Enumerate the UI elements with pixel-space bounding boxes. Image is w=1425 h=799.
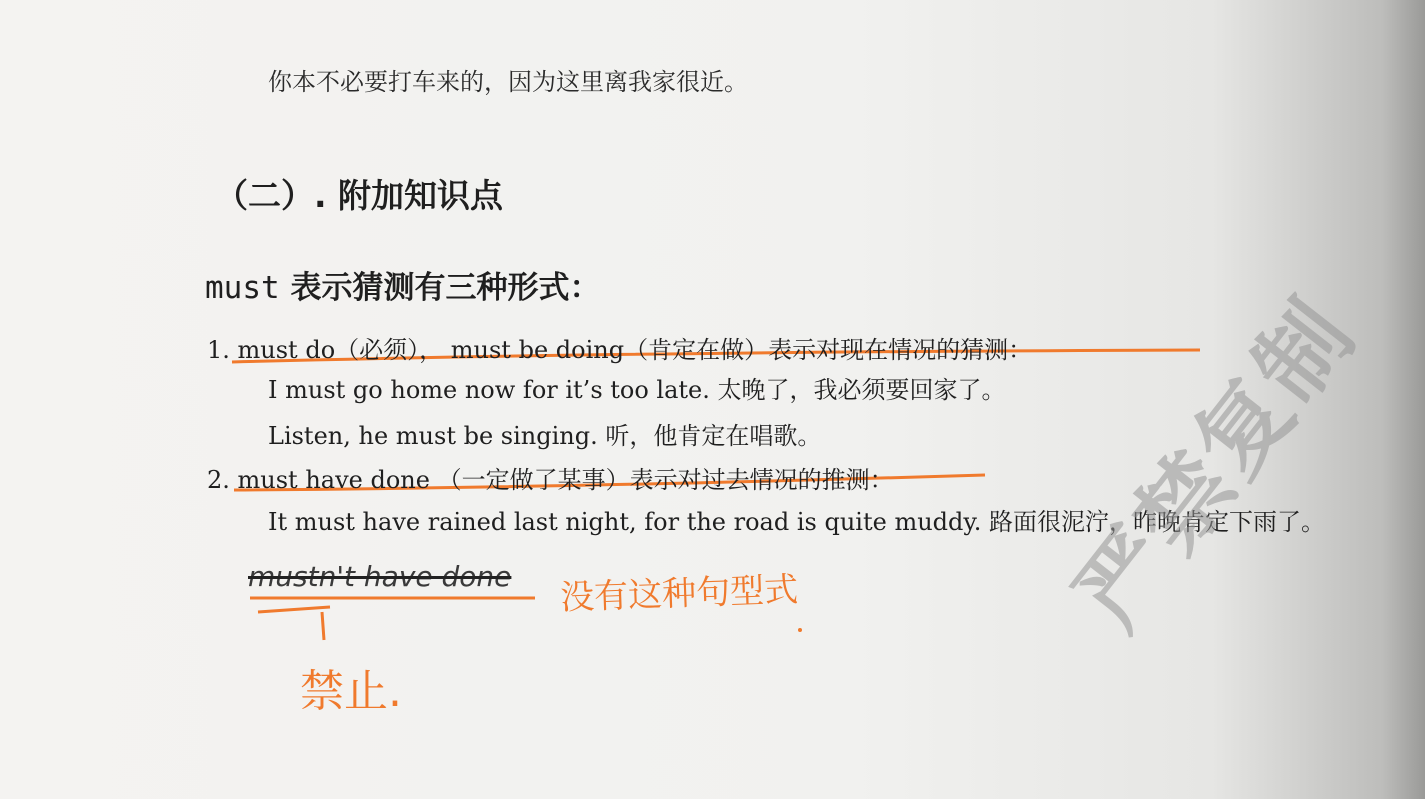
must-term: must [205,270,280,306]
handwritten-note-below: 禁止. [300,666,402,717]
list-item-1: 1. must do（必须）， must be doing（肯定在做）表示对现在情况的猜测： [207,336,1033,364]
example-2: It must have rained last night, for the road is quite muddy. 路面很泥泞，昨晚肯定下雨了。 [268,508,1326,536]
dot-mark [798,628,802,632]
handwritten-crossed-out: mustn't have done [248,560,512,593]
must-heading [205,262,600,307]
must-heading-text: 表示猜测有三种形式： [279,270,601,306]
bracket-mark [258,607,330,640]
section-title: （二）. 附加知识点 [215,176,504,215]
handwritten-note-right: 没有这种句型式 [559,569,799,619]
watermark: 严禁复制 [1055,279,1377,649]
example-1b: Listen, he must be singing. 听，他肯定在唱歌。 [268,422,822,450]
example-1a: I must go home now for it’s too late. 太晚了，我必须要回家了。 [268,376,1006,404]
prev-line-text: 你本不必要打车来的，因为这里离我家很近。 [268,68,748,96]
list-item-2: 2. must have done （一定做了某事）表示对过去情况的推测： [207,466,894,494]
